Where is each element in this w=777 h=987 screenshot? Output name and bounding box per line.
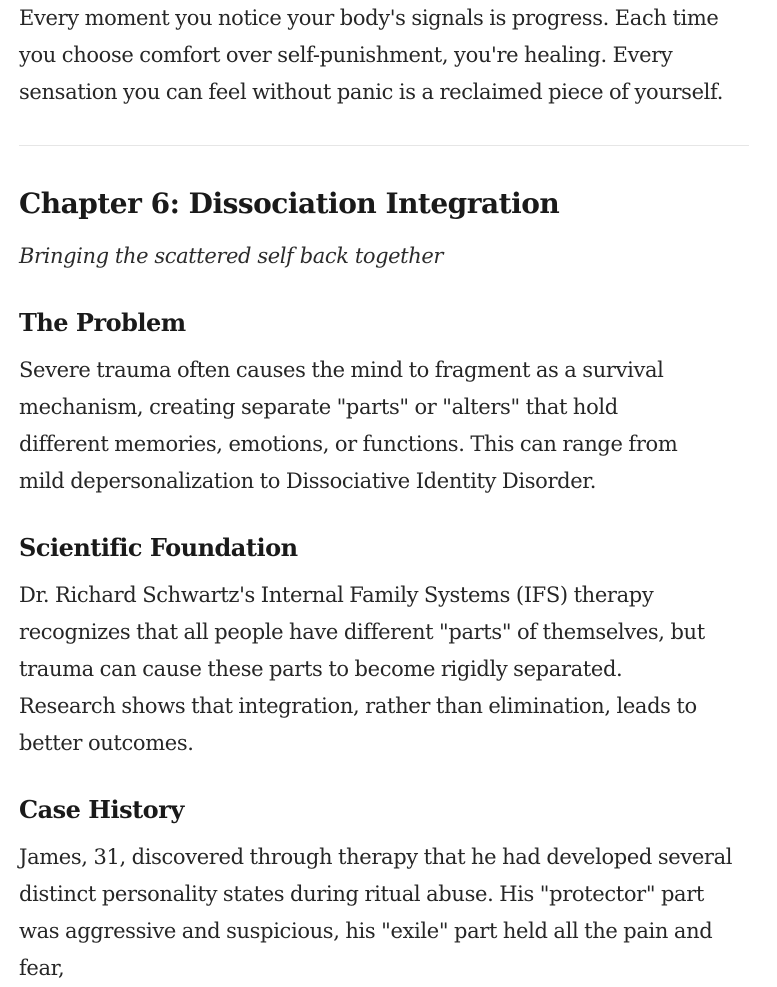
section-body-case-history: James, 31, discovered through therapy that he had developed several distinct personality states during ritual abuse. His "protector" part was aggressive and suspicious, his "exile" part held all the pain and fear, (19, 845, 733, 980)
intro-paragraph: Every moment you notice your body's signals is progress. Each time you choose comfort over self-punishment, you're healing. Every sensation you can feel without panic is a reclaimed piece of yourself. (19, 6, 724, 104)
section-body-problem: Severe trauma often causes the mind to fragment as a survival mechanism, creating separate "parts" or "alters" that hold different memories, emotions, or functions. This can range from mild depersonalization to Dissociative Identity Disorder. (19, 358, 678, 493)
section-heading-problem: The Problem (19, 308, 186, 337)
section-heading-scientific-foundation: Scientific Foundation (19, 533, 298, 562)
section-heading-case-history: Case History (19, 795, 184, 824)
chapter-title: Chapter 6: Dissociation Integration (19, 187, 560, 220)
section-body-scientific-foundation: Dr. Richard Schwartz's Internal Family Systems (IFS) therapy recognizes that all people have different "parts" of themselves, but trauma can cause these parts to become rigidly separated. Research shows that integration, rather than elimination, leads to better outcomes. (19, 583, 705, 755)
chapter-subtitle: Bringing the scattered self back together (19, 244, 444, 268)
section-divider (19, 145, 749, 146)
